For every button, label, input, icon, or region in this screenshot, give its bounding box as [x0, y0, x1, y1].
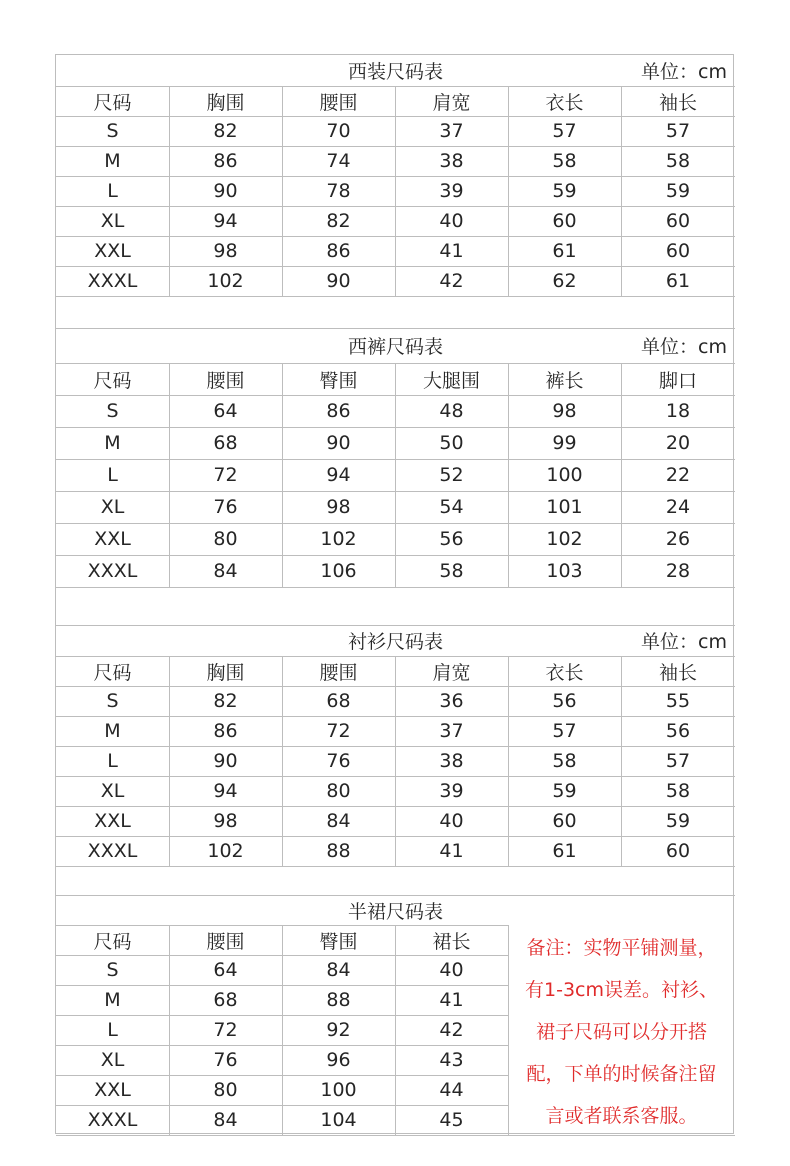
grid-line-v: [395, 86, 396, 296]
shirt-unit-label: 单位：cm: [641, 631, 727, 653]
shirt-data-cell: 90: [213, 750, 238, 772]
grid-line-v: [169, 86, 170, 296]
suit-data-cell: 60: [665, 210, 691, 232]
skirt-data-cell: 40: [439, 959, 464, 981]
shirt-data-cell: 38: [439, 750, 464, 772]
skirt-data-cell: L: [107, 1019, 118, 1041]
skirt-data-cell: XL: [100, 1049, 125, 1071]
trousers-data-cell: 48: [439, 400, 464, 422]
trousers-data-cell: 99: [552, 432, 577, 454]
shirt-data-cell: 86: [213, 720, 238, 742]
shirt-data-cell: 102: [207, 840, 244, 862]
suit-data-cell: 58: [665, 150, 691, 172]
trousers-data-cell: M: [104, 432, 121, 454]
trousers-data-cell: 86: [326, 400, 351, 422]
shirt-data-cell: 56: [552, 690, 577, 712]
trousers-header-cell: 臀围: [319, 369, 358, 392]
shirt-data-cell: 60: [552, 810, 577, 832]
trousers-data-cell: 68: [213, 432, 238, 454]
suit-data-cell: 98: [213, 240, 238, 262]
suit-data-cell: XXL: [94, 240, 131, 262]
skirt-data-cell: 76: [213, 1049, 238, 1071]
grid-line-v: [508, 86, 509, 296]
grid-line-h: [56, 866, 735, 867]
suit-data-cell: 62: [552, 270, 577, 292]
trousers-data-cell: 94: [326, 464, 351, 486]
trousers-data-cell: 72: [213, 464, 238, 486]
remark-line: 备注：实物平铺测量，: [526, 936, 717, 959]
trousers-data-cell: 90: [326, 432, 351, 454]
shirt-data-cell: 82: [213, 690, 238, 712]
suit-data-cell: 42: [439, 270, 464, 292]
trousers-header-cell: 裤长: [545, 369, 584, 392]
shirt-data-cell: XXXL: [87, 840, 138, 862]
grid-line-v: [169, 656, 170, 866]
shirt-data-cell: XL: [100, 780, 125, 802]
remark-line: 裙子尺码可以分开搭: [535, 1020, 707, 1043]
suit-data-cell: 37: [439, 120, 464, 142]
skirt-header-cell: 裙长: [432, 930, 471, 953]
grid-line-v: [282, 363, 283, 587]
skirt-data-cell: 43: [439, 1049, 464, 1071]
suit-data-cell: 86: [213, 150, 238, 172]
suit-data-cell: 60: [665, 240, 691, 262]
skirt-data-cell: 64: [213, 959, 238, 981]
grid-line-h: [56, 296, 735, 297]
skirt-header-cell: 尺码: [93, 930, 132, 953]
trousers-data-cell: XXXL: [87, 560, 138, 582]
suit-data-cell: 61: [552, 240, 577, 262]
trousers-header-cell: 尺码: [93, 369, 132, 392]
suit-data-cell: 39: [439, 180, 464, 202]
suit-header-cell: 胸围: [206, 91, 245, 114]
shirt-data-cell: 37: [439, 720, 464, 742]
suit-table-title: 西装尺码表: [347, 61, 443, 83]
trousers-data-cell: 80: [213, 528, 238, 550]
trousers-header-cell: 脚口: [658, 369, 697, 392]
suit-data-cell: 61: [665, 270, 691, 292]
shirt-data-cell: 59: [665, 810, 691, 832]
suit-data-cell: 59: [552, 180, 577, 202]
skirt-data-cell: 80: [213, 1079, 238, 1101]
grid-line-v: [395, 656, 396, 866]
skirt-data-cell: 68: [213, 989, 238, 1011]
trousers-header-cell: 腰围: [206, 369, 245, 392]
shirt-data-cell: L: [107, 750, 118, 772]
trousers-data-cell: 102: [546, 528, 583, 550]
shirt-data-cell: 58: [665, 780, 691, 802]
shirt-data-cell: 88: [326, 840, 351, 862]
trousers-data-cell: 76: [213, 496, 238, 518]
shirt-data-cell: M: [104, 720, 121, 742]
skirt-data-cell: XXXL: [87, 1109, 138, 1131]
shirt-data-cell: 94: [213, 780, 238, 802]
suit-data-cell: 57: [552, 120, 577, 142]
shirt-data-cell: 57: [665, 750, 691, 772]
shirt-data-cell: 84: [326, 810, 351, 832]
shirt-data-cell: 58: [552, 750, 577, 772]
trousers-table-title: 西裤尺码表: [347, 336, 443, 358]
trousers-data-cell: 103: [546, 560, 583, 582]
shirt-header-cell: 袖长: [658, 661, 697, 684]
grid-line-v: [169, 925, 170, 1135]
grid-line-v: [282, 86, 283, 296]
trousers-data-cell: 54: [439, 496, 464, 518]
trousers-data-cell: 26: [665, 528, 691, 550]
remark-note: [508, 925, 735, 1135]
skirt-data-cell: 41: [439, 989, 464, 1011]
trousers-data-cell: 22: [665, 464, 691, 486]
size-chart-sheet: [55, 54, 734, 1134]
trousers-data-cell: 52: [439, 464, 464, 486]
suit-data-cell: 90: [213, 180, 238, 202]
skirt-header-cell: 臀围: [319, 930, 358, 953]
shirt-data-cell: 36: [439, 690, 464, 712]
remark-line: 言或者联系客服。: [545, 1104, 698, 1127]
trousers-data-cell: 64: [213, 400, 238, 422]
grid-line-v: [508, 363, 509, 587]
shirt-table-title: 衬衫尺码表: [347, 631, 443, 653]
trousers-data-cell: 98: [326, 496, 351, 518]
suit-data-cell: 82: [213, 120, 238, 142]
skirt-data-cell: 84: [213, 1109, 238, 1131]
suit-data-cell: XXXL: [87, 270, 138, 292]
grid-line-h: [56, 1135, 735, 1136]
shirt-header-cell: 肩宽: [432, 661, 471, 684]
skirt-data-cell: 42: [439, 1019, 464, 1041]
skirt-data-cell: 96: [326, 1049, 351, 1071]
skirt-data-cell: 45: [439, 1109, 464, 1131]
suit-data-cell: XL: [100, 210, 125, 232]
shirt-header-cell: 胸围: [206, 661, 245, 684]
shirt-header-cell: 尺码: [93, 661, 132, 684]
trousers-data-cell: 20: [665, 432, 691, 454]
skirt-header-cell: 腰围: [206, 930, 245, 953]
suit-data-cell: 94: [213, 210, 238, 232]
grid-line-v: [508, 656, 509, 866]
skirt-data-cell: 92: [326, 1019, 351, 1041]
skirt-table-title: 半裙尺码表: [347, 900, 443, 923]
shirt-data-cell: 56: [665, 720, 691, 742]
trousers-data-cell: 106: [320, 560, 357, 582]
grid-line-v: [282, 656, 283, 866]
skirt-data-cell: 88: [326, 989, 351, 1011]
suit-data-cell: M: [104, 150, 121, 172]
shirt-data-cell: 80: [326, 780, 351, 802]
trousers-data-cell: 98: [552, 400, 577, 422]
suit-data-cell: 60: [552, 210, 577, 232]
shirt-data-cell: 40: [439, 810, 464, 832]
skirt-data-cell: 72: [213, 1019, 238, 1041]
suit-data-cell: 38: [439, 150, 464, 172]
skirt-data-cell: S: [106, 959, 119, 981]
suit-header-cell: 袖长: [658, 91, 697, 114]
shirt-data-cell: 41: [439, 840, 464, 862]
shirt-data-cell: 76: [326, 750, 351, 772]
shirt-data-cell: 98: [213, 810, 238, 832]
trousers-data-cell: L: [107, 464, 118, 486]
trousers-data-cell: 56: [439, 528, 464, 550]
suit-unit-label: 单位：cm: [641, 61, 727, 83]
suit-data-cell: 102: [207, 270, 244, 292]
suit-header-cell: 肩宽: [432, 91, 471, 114]
shirt-data-cell: 60: [665, 840, 691, 862]
grid-line-v: [621, 363, 622, 587]
grid-line-v: [282, 925, 283, 1135]
trousers-data-cell: 100: [546, 464, 583, 486]
suit-data-cell: 59: [665, 180, 691, 202]
shirt-data-cell: 57: [552, 720, 577, 742]
suit-data-cell: S: [106, 120, 119, 142]
shirt-data-cell: 61: [552, 840, 577, 862]
trousers-data-cell: XXL: [94, 528, 131, 550]
trousers-unit-label: 单位：cm: [641, 336, 727, 358]
trousers-data-cell: XL: [100, 496, 125, 518]
trousers-data-cell: 58: [439, 560, 464, 582]
remark-line: 有1-3cm误差。衬衫、: [525, 978, 718, 1001]
suit-data-cell: 82: [326, 210, 351, 232]
shirt-data-cell: 39: [439, 780, 464, 802]
suit-header-cell: 腰围: [319, 91, 358, 114]
grid-line-v: [621, 86, 622, 296]
skirt-data-cell: 84: [326, 959, 351, 981]
trousers-data-cell: 84: [213, 560, 238, 582]
suit-header-cell: 尺码: [93, 91, 132, 114]
skirt-data-cell: 44: [439, 1079, 464, 1101]
suit-data-cell: 57: [665, 120, 691, 142]
suit-header-cell: 衣长: [545, 91, 584, 114]
trousers-data-cell: 102: [320, 528, 357, 550]
suit-data-cell: L: [107, 180, 118, 202]
suit-data-cell: 40: [439, 210, 464, 232]
suit-data-cell: 78: [326, 180, 351, 202]
skirt-data-cell: M: [104, 989, 121, 1011]
shirt-data-cell: 55: [665, 690, 691, 712]
suit-data-cell: 58: [552, 150, 577, 172]
grid-line-v: [395, 363, 396, 587]
suit-data-cell: 70: [326, 120, 351, 142]
shirt-header-cell: 衣长: [545, 661, 584, 684]
suit-data-cell: 90: [326, 270, 351, 292]
shirt-data-cell: 68: [326, 690, 351, 712]
skirt-data-cell: XXL: [94, 1079, 131, 1101]
trousers-data-cell: 50: [439, 432, 464, 454]
grid-line-v: [169, 363, 170, 587]
suit-data-cell: 41: [439, 240, 464, 262]
skirt-data-cell: 100: [320, 1079, 357, 1101]
grid-line-v: [621, 656, 622, 866]
trousers-header-cell: 大腿围: [422, 369, 480, 392]
shirt-data-cell: XXL: [94, 810, 131, 832]
remark-line: 配，下单的时候备注留: [526, 1062, 717, 1085]
shirt-data-cell: 59: [552, 780, 577, 802]
suit-data-cell: 74: [326, 150, 351, 172]
grid-line-h: [56, 587, 735, 588]
trousers-data-cell: 18: [665, 400, 691, 422]
grid-line-v: [395, 925, 396, 1135]
skirt-data-cell: 104: [320, 1109, 357, 1131]
trousers-data-cell: S: [106, 400, 119, 422]
suit-data-cell: 86: [326, 240, 351, 262]
shirt-data-cell: S: [106, 690, 119, 712]
shirt-data-cell: 72: [326, 720, 351, 742]
shirt-header-cell: 腰围: [319, 661, 358, 684]
trousers-data-cell: 28: [665, 560, 691, 582]
trousers-data-cell: 24: [665, 496, 691, 518]
trousers-data-cell: 101: [546, 496, 583, 518]
